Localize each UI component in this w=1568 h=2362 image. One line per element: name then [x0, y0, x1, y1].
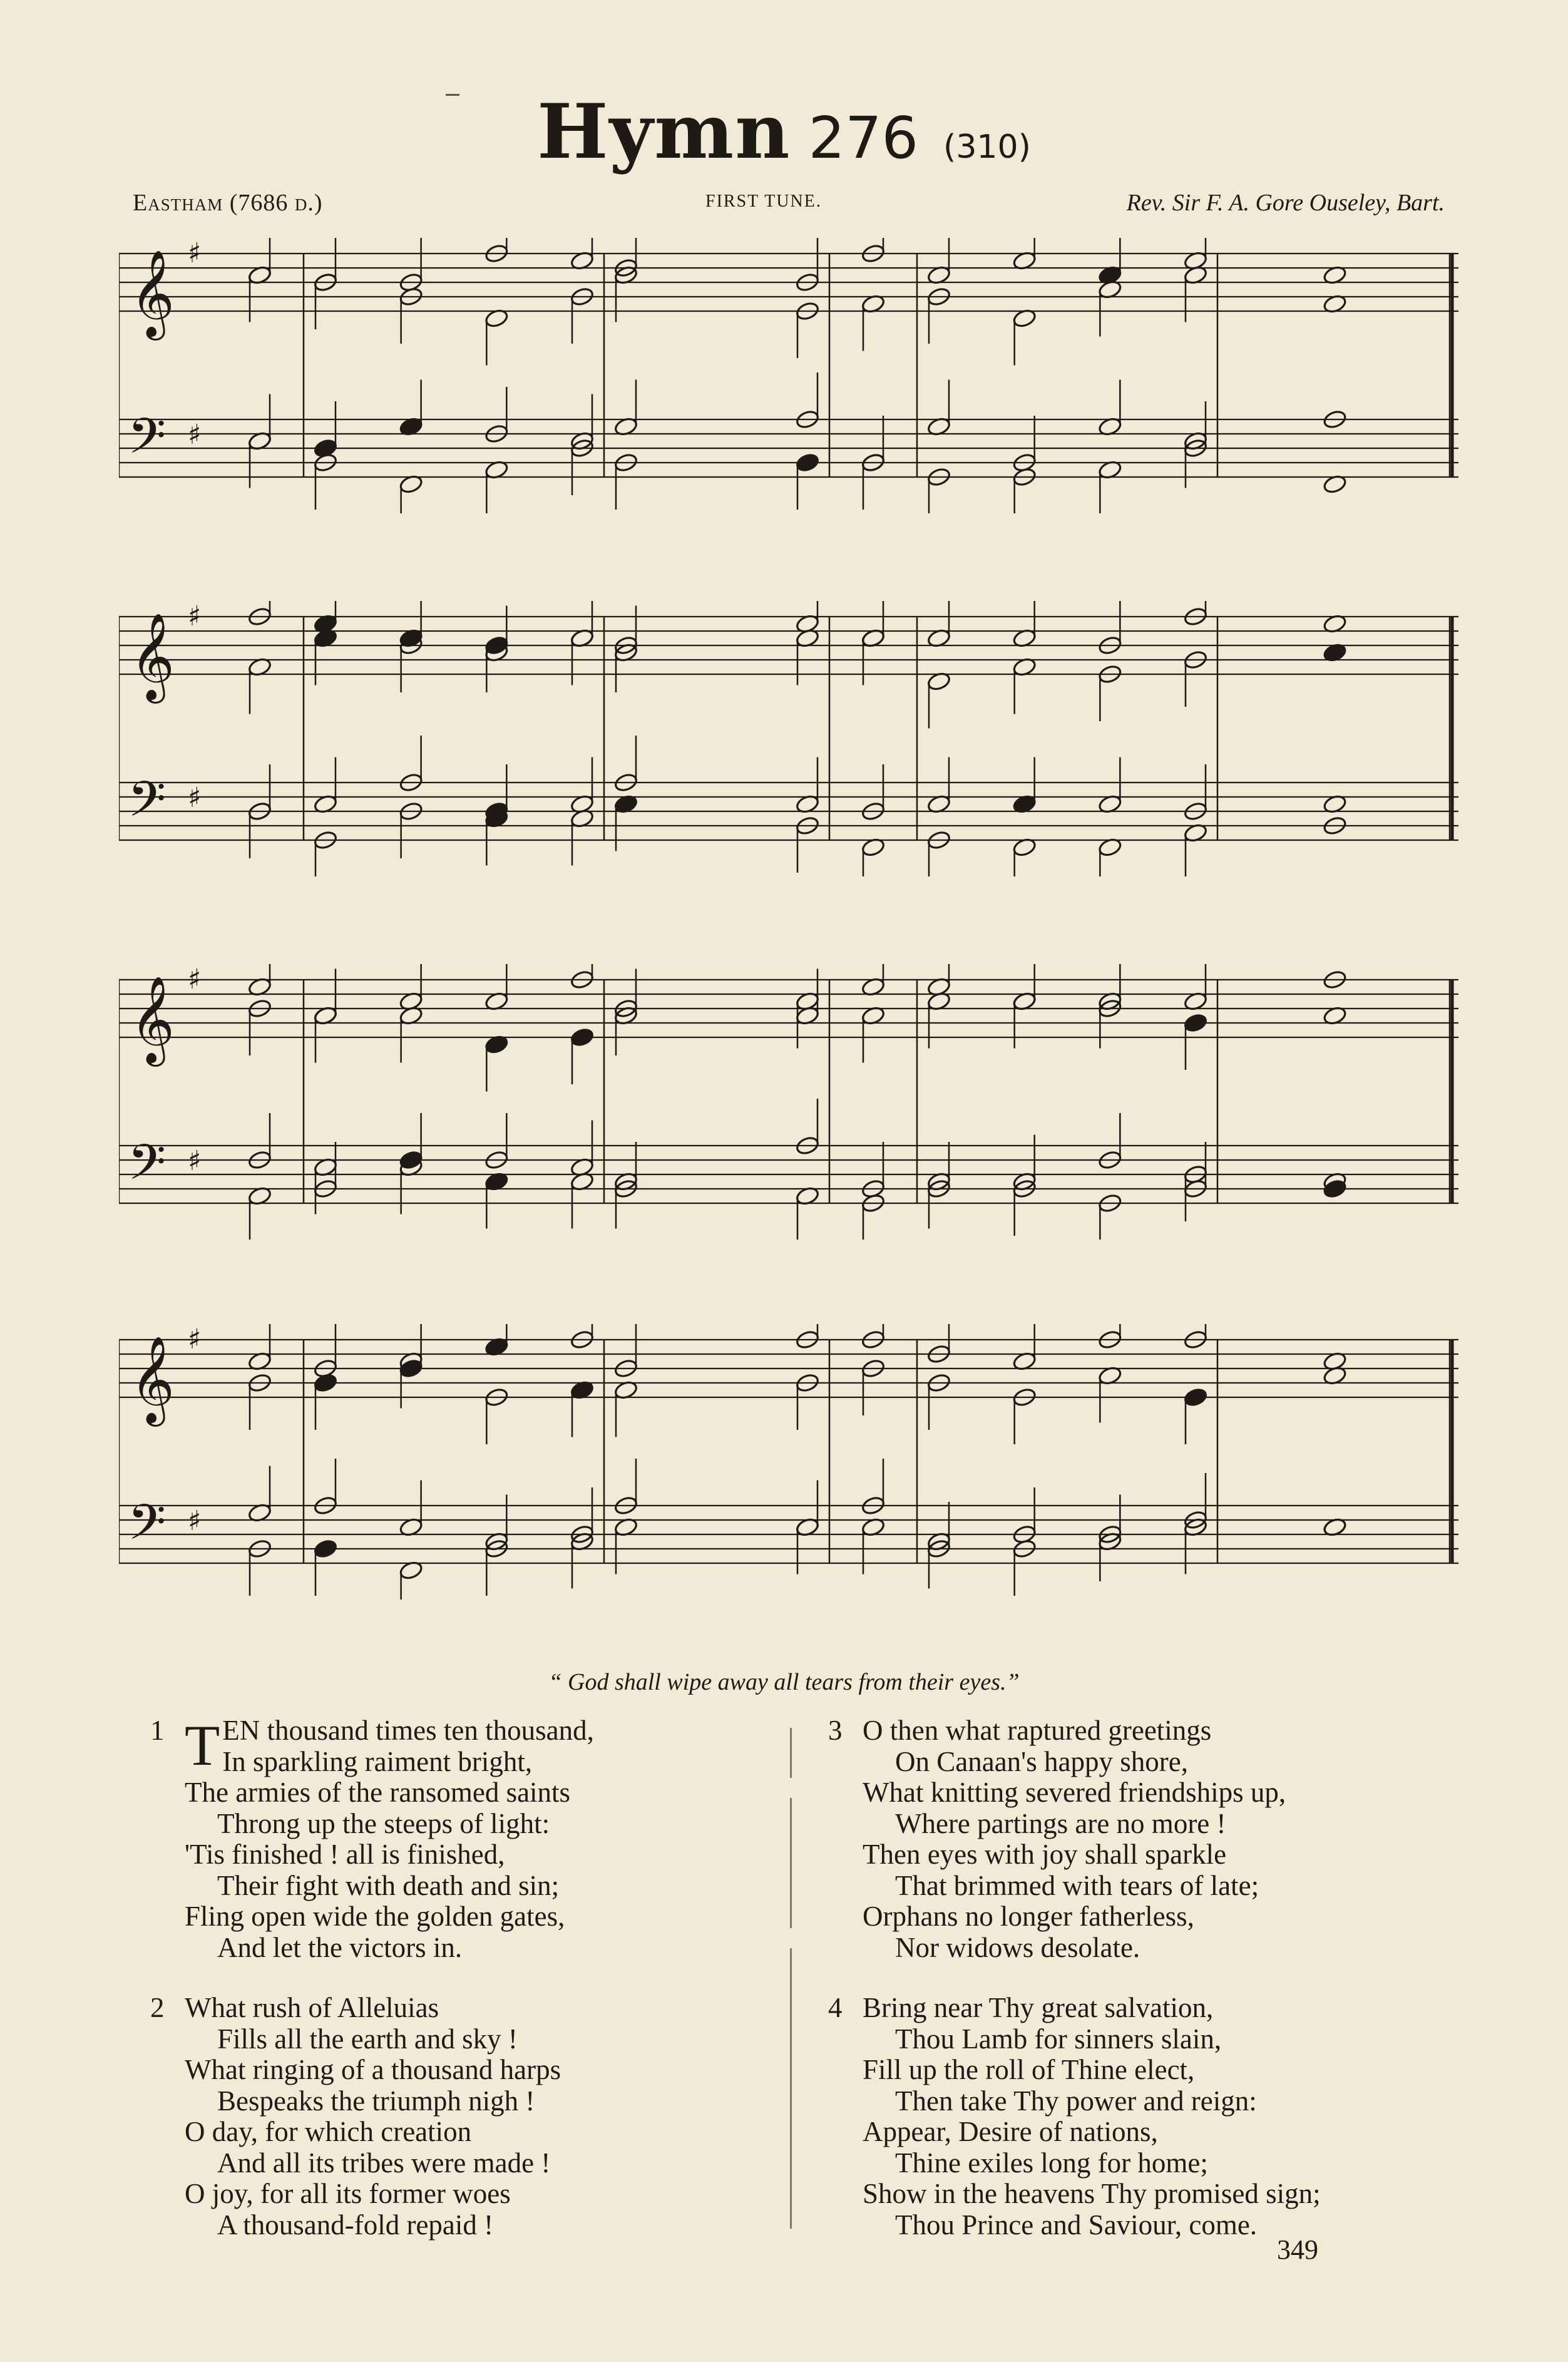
- verse-line: Their fight with death and sin;: [217, 1869, 560, 1901]
- column-divider: [790, 1728, 792, 2229]
- hymn-number: 276: [808, 105, 919, 172]
- verse-line: And all its tribes were made !: [217, 2147, 551, 2179]
- verse-line: A thousand-fold repaid !: [217, 2209, 494, 2241]
- verse-2: [150, 1992, 561, 2241]
- verse-line: Orphans no longer fatherless,: [863, 1901, 1194, 1932]
- staff-notation: [119, 238, 1458, 513]
- music-system-2: [119, 601, 1458, 876]
- verse-line: That brimmed with tears of late;: [895, 1869, 1259, 1901]
- verse-4: [828, 1992, 1321, 2241]
- music-system-1: [119, 238, 1458, 513]
- verse-line: In sparkling raiment bright,: [222, 1745, 533, 1777]
- verse-line: On Canaan's happy shore,: [895, 1745, 1188, 1777]
- verse-line: And let the victors in.: [217, 1931, 463, 1963]
- verse-line: EN thousand times ten thousand,: [222, 1715, 594, 1746]
- verse-line: Fill up the roll of Thine elect,: [863, 2054, 1195, 2085]
- verse-line: Nor widows desolate.: [895, 1931, 1140, 1963]
- verse-line: Where partings are no more !: [895, 1807, 1226, 1839]
- svg-text:♯: ♯: [188, 782, 202, 814]
- svg-text:♯: ♯: [188, 1145, 202, 1177]
- verse-line: Show in the heavens Thy promised sign;: [863, 2178, 1321, 2209]
- verse-1: [150, 1713, 594, 1963]
- svg-text:𝄢: 𝄢: [128, 1134, 167, 1203]
- tune-metadata: [133, 189, 1445, 227]
- svg-text:𝄢: 𝄢: [128, 1494, 167, 1563]
- svg-text:♯: ♯: [188, 1324, 202, 1355]
- verse-number: 2: [150, 1992, 165, 2023]
- hymn-word: Hymn: [537, 88, 791, 176]
- verse-line: O joy, for all its former woes: [185, 2178, 511, 2209]
- verse-line: Fling open wide the golden gates,: [185, 1901, 565, 1932]
- svg-text:♯: ♯: [188, 238, 202, 269]
- verse-number: 4: [828, 1992, 843, 2023]
- svg-text:𝄞: 𝄞: [130, 1336, 175, 1423]
- svg-text:𝄢: 𝄢: [128, 771, 167, 840]
- verse-line: Then eyes with joy shall sparkle: [863, 1839, 1227, 1870]
- verse-line: The armies of the ransomed saints: [185, 1777, 571, 1808]
- verse-line: Bespeaks the triumph nigh !: [217, 2085, 535, 2117]
- hymn-title: [0, 88, 1568, 176]
- verse-number: 3: [828, 1715, 843, 1746]
- verse-3: [828, 1715, 1286, 1963]
- verse-line: Thine exiles long for home;: [895, 2147, 1208, 2179]
- svg-text:𝄢: 𝄢: [128, 408, 167, 477]
- tune-label: FIRST TUNE.: [705, 192, 822, 211]
- svg-text:♯: ♯: [188, 964, 202, 995]
- composer: Rev. Sir F. A. Gore Ouseley, Bart.: [1126, 190, 1445, 216]
- verse-line: What knitting severed friendships up,: [863, 1777, 1286, 1808]
- verse-line: Throng up the steeps of light:: [217, 1807, 550, 1839]
- verse-line: Appear, Desire of nations,: [863, 2116, 1158, 2147]
- svg-text:♯: ♯: [188, 419, 202, 451]
- svg-text:♯: ♯: [188, 1505, 202, 1537]
- verse-line: What ringing of a thousand harps: [185, 2054, 561, 2085]
- verse-number: 1: [150, 1715, 165, 1746]
- svg-text:♯: ♯: [188, 601, 202, 632]
- staff-notation: [119, 601, 1458, 876]
- verse-line: O day, for which creation: [185, 2116, 472, 2147]
- page-number: 349: [1277, 2234, 1318, 2265]
- svg-text:𝄞: 𝄞: [130, 976, 175, 1063]
- music-system-3: [119, 964, 1458, 1240]
- verse-line: Bring near Thy great salvation,: [863, 1992, 1214, 2023]
- verse-line: Fills all the earth and sky !: [217, 2023, 518, 2055]
- verse-line: Thou Prince and Saviour, come.: [895, 2209, 1258, 2241]
- drop-cap: T: [185, 1713, 220, 1777]
- svg-text:𝄞: 𝄞: [130, 250, 175, 337]
- svg-text:𝄞: 𝄞: [130, 613, 175, 700]
- staff-notation: [119, 964, 1458, 1240]
- tune-name: Eastham (7686 d.): [133, 190, 323, 216]
- verse-line: O then what raptured greetings: [863, 1715, 1212, 1746]
- staff-notation: [119, 1324, 1458, 1599]
- epigraph: “ God shall wipe away all tears from their eyes.”: [548, 1669, 1020, 1695]
- music-system-4: [119, 1324, 1458, 1599]
- alternate-number: (310): [943, 128, 1031, 166]
- verse-line: 'Tis finished ! all is finished,: [185, 1839, 505, 1870]
- verse-line: What rush of Alleluias: [185, 1992, 439, 2023]
- verse-line: Then take Thy power and reign:: [895, 2085, 1257, 2117]
- verse-line: Thou Lamb for sinners slain,: [895, 2023, 1222, 2055]
